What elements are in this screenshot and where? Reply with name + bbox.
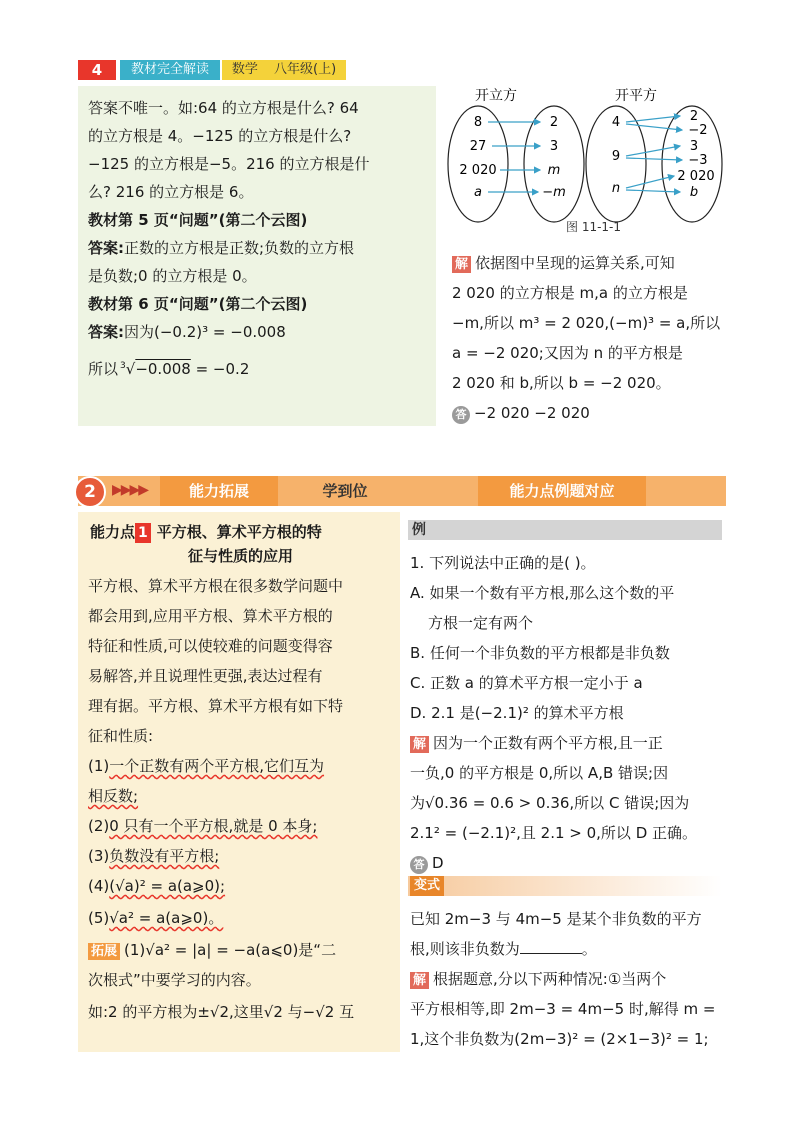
extension-line-3: 如:2 的平方根为±√2,这里√2 与−√2 互	[88, 1003, 355, 1021]
right-output-neg2: −2	[688, 123, 708, 138]
answer-tag: 答	[452, 406, 470, 424]
ability-heading-1	[90, 522, 322, 543]
right-output-2: 2	[689, 109, 699, 124]
property-4	[88, 876, 225, 896]
solution-line-3: −m,所以 m³ = 2 020,(−m)³ = a,所以	[452, 314, 721, 332]
left-input-27: 27	[469, 139, 487, 154]
left-output-3: 3	[549, 139, 559, 154]
example-bar	[408, 520, 722, 540]
option-d: D. 2.1 是(−2.1)² 的算术平方根	[410, 704, 624, 722]
property-2-num: (2)	[88, 817, 110, 835]
q2-answer-label: 答案:	[88, 323, 124, 341]
variant-solution-tag: 解	[410, 972, 429, 989]
property-1-text: 一个正数有两个平方根,它们互为	[109, 757, 325, 775]
right-input-n: n	[611, 181, 621, 196]
square-root-title: 开平方	[615, 88, 657, 104]
example-solution-text-1: 因为一个正数有两个平方根,且一正	[433, 734, 663, 752]
q1-answer-label: 答案:	[88, 239, 124, 257]
right-output-2020: 2 020	[677, 169, 715, 184]
variant-bar	[408, 876, 722, 896]
variant-question-2	[410, 934, 715, 964]
option-c: C. 正数 a 的算术平方根一定小于 a	[410, 674, 643, 692]
property-1-cont	[88, 786, 138, 806]
grade-label: 八年级(上)	[274, 62, 337, 77]
example-answer-text: D	[432, 854, 444, 872]
cube-root-index: 3	[120, 361, 126, 371]
answer-blank	[520, 939, 582, 954]
property-4-text: (√a)² = a(a⩾0);	[109, 877, 226, 895]
solution-tag: 解	[452, 256, 471, 273]
solution-line-5: 2 020 和 b,所以 b = −2 020。	[452, 374, 671, 392]
left-input-8: 8	[473, 115, 483, 130]
section-tab-examples: 能力点例题对应	[478, 476, 646, 506]
answer-line-1: 答案不唯一。如:64 的立方根是什么? 64	[88, 99, 359, 117]
solution-line-1	[452, 248, 720, 278]
q2-answer-text: 因为(−0.2)³ = −0.008	[124, 323, 286, 341]
example-tag: 例	[412, 522, 426, 538]
extension-tag: 拓展	[88, 943, 120, 960]
subject-grade	[222, 60, 346, 80]
ability-index: 1	[135, 523, 151, 543]
left-input-2020: 2 020	[459, 163, 497, 178]
arrow-9-3	[626, 146, 680, 156]
variant-question-end: 。	[581, 940, 597, 958]
q1-answer-line-1	[88, 238, 354, 258]
answer-text: −2 020 −2 020	[474, 404, 590, 422]
solution-line-2: 2 020 的立方根是 m,a 的立方根是	[452, 284, 688, 302]
example-answer	[410, 848, 697, 878]
ability-body-3: 特征和性质,可以使较难的问题变得容	[88, 637, 333, 655]
answer-box	[78, 86, 436, 426]
ability-label: 能力点	[90, 523, 136, 541]
left-output-neg-m: −m	[542, 185, 566, 200]
right-output-neg3: −3	[688, 153, 708, 168]
variant-question-text-2: 根,则该非负数为	[410, 940, 520, 958]
section-tab-learn: 学到位	[322, 482, 368, 500]
variant-question-1: 已知 2m−3 与 4m−5 是某个非负数的平方	[410, 910, 702, 928]
variant-solution-2: 平方根相等,即 2m−3 = 4m−5 时,解得 m =	[410, 1000, 716, 1018]
ability-box	[78, 512, 400, 1052]
ability-body-2: 都会用到,应用平方根、算术平方根的	[88, 607, 333, 625]
solution-answer	[452, 398, 720, 428]
right-input-9: 9	[611, 149, 621, 164]
arrow-9-neg3	[626, 158, 682, 160]
q1-answer-text: 正数的立方根是正数;负数的立方根	[124, 239, 355, 257]
answer-line-3: −125 的立方根是−5。216 的立方根是什	[88, 155, 370, 173]
q2-title: 教材第 6 页“问题”(第二个云图)	[88, 295, 308, 313]
example-solution-4: 2.1² = (−2.1)²,且 2.1 > 0,所以 D 正确。	[410, 824, 698, 842]
example-solution-tag: 解	[410, 736, 429, 753]
ability-body-6: 征和性质:	[88, 727, 154, 745]
property-5-text: √a² = a(a⩾0)。	[109, 909, 224, 927]
right-output-b: b	[689, 185, 699, 200]
property-5	[88, 908, 223, 928]
property-1-num: (1)	[88, 757, 110, 775]
property-3-text: 负数没有平方根;	[109, 847, 220, 865]
extension-line-1	[88, 940, 336, 960]
property-1-text-cont: 相反数;	[88, 787, 139, 805]
extension-text-1: (1)√a² = |a| = −a(a⩽0)是“二	[124, 941, 337, 959]
answer-line-2: 的立方根是 4。−125 的立方根是什么?	[88, 127, 352, 145]
ability-body-5: 理有据。平方根、算术平方根有如下特	[88, 697, 344, 715]
arrow-4-neg2	[626, 124, 682, 130]
example-solution-3: 为√0.36 = 0.6 > 0.36,所以 C 错误;因为	[410, 794, 690, 812]
property-3	[88, 846, 219, 866]
variant-content	[410, 904, 715, 1054]
q2-answer-line-1	[88, 322, 286, 342]
property-5-num: (5)	[88, 909, 110, 927]
right-input-4: 4	[611, 115, 621, 130]
right-output-3: 3	[689, 139, 699, 154]
answer-line-4: 么? 216 的立方根是 6。	[88, 183, 254, 201]
option-a-line-1: A. 如果一个数有平方根,那么这个数的平	[410, 584, 675, 602]
left-output-m: m	[547, 163, 561, 178]
option-b: B. 任何一个非负数的平方根都是非负数	[410, 644, 670, 662]
page-number: 4	[78, 60, 116, 80]
variant-tag: 变式	[410, 876, 444, 896]
property-1	[88, 756, 324, 776]
q1-answer-line-2: 是负数;0 的立方根是 0。	[88, 267, 257, 285]
series-title: 教材完全解读	[120, 60, 220, 80]
q1-title: 教材第 5 页“问题”(第二个云图)	[88, 211, 308, 229]
example-question: 1. 下列说法中正确的是( )。	[410, 554, 596, 572]
property-2-text: 0 只有一个平方根,就是 0 本身;	[109, 817, 318, 835]
example-content	[410, 548, 697, 878]
ability-body-4: 易解答,并且说理性更强,表达过程有	[88, 667, 323, 685]
ability-heading-2: 征与性质的应用	[188, 547, 294, 565]
solution-line-4: a = −2 020;又因为 n 的平方根是	[452, 344, 683, 362]
property-2	[88, 816, 317, 836]
q2-suffix: = −0.2	[190, 360, 250, 378]
arrow-n-b	[626, 190, 680, 192]
root-mapping-diagram	[440, 84, 730, 234]
variant-solution-text-1: 根据题意,分以下两种情况:①当两个	[433, 970, 667, 988]
q2-answer-line-2: 所以 $^3$√−0.008 = −0.2	[88, 360, 250, 378]
section-tab-ability: 能力拓展	[160, 476, 278, 506]
figure-caption: 图 11-1-1	[566, 220, 622, 234]
variant-solution-3: 1,这个非负数为(2m−3)² = (2×1−3)² = 1;	[410, 1030, 709, 1048]
ability-body-1: 平方根、算术平方根在很多数学问题中	[88, 577, 344, 595]
example-answer-tag: 答	[410, 856, 428, 874]
ability-title-1: 平方根、算术平方根的特	[156, 523, 322, 541]
solution-text-1: 依据图中呈现的运算关系,可知	[475, 254, 675, 272]
arrow-n-2020	[626, 176, 674, 188]
variant-solution-1	[410, 964, 715, 994]
property-4-num: (4)	[88, 877, 110, 895]
q2-prefix: 所以	[88, 360, 119, 378]
section-number: 2	[74, 476, 106, 508]
example-solution-2: 一负,0 的平方根是 0,所以 A,B 错误;因	[410, 764, 669, 782]
cube-root-radicand: −0.008	[135, 360, 191, 378]
left-input-a: a	[474, 185, 482, 200]
property-3-num: (3)	[88, 847, 110, 865]
left-output-2: 2	[549, 115, 559, 130]
example-solution-1	[410, 728, 697, 758]
section-arrows-icon: ▶▶▶▶	[112, 482, 148, 498]
figure-solution	[452, 248, 720, 428]
cube-root-title: 开立方	[475, 88, 517, 104]
extension-line-2: 次根式”中要学习的内容。	[88, 971, 261, 989]
subject-label: 数学	[231, 62, 258, 77]
option-a-line-2: 方根一定有两个	[428, 614, 534, 632]
